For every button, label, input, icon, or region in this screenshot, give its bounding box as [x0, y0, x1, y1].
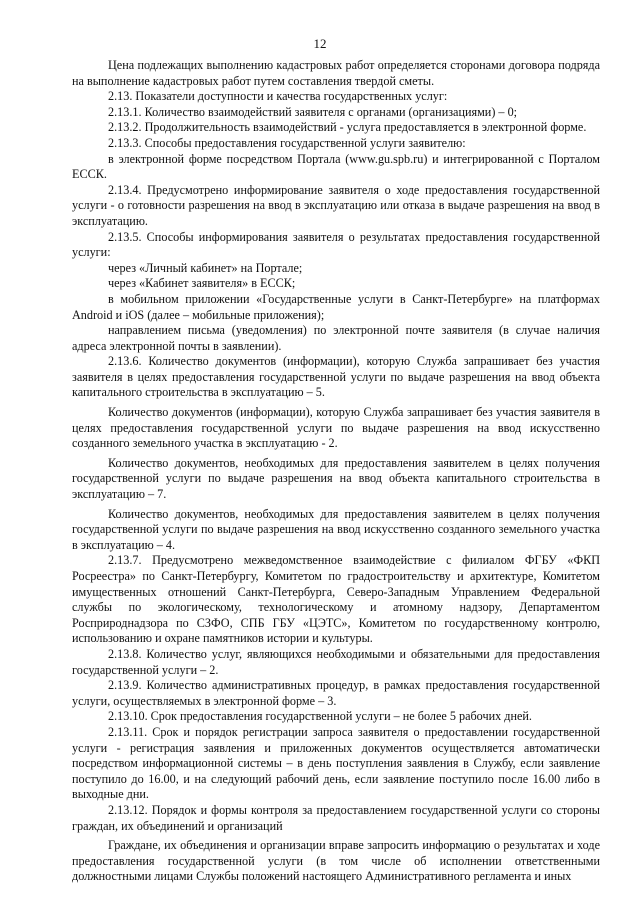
paragraph-2-13-9: 2.13.9. Количество административных процедур, в рамках предоставления государственной услуги, осуществляемых в электронной форме – 3. [72, 678, 600, 708]
list-item-mobile-app: в мобильном приложении «Государственные услуги в Санкт-Петербурге» на платформах Android и iOS (далее – мобильные приложения); [72, 291, 600, 322]
paragraph-electronic-form: в электронной форме посредством Портала (www.gu.spb.ru) и интегрированной с Порталом ЕССК. [72, 151, 600, 182]
paragraph-2-13-5: 2.13.5. Способы информирования заявителя о результатах предоставления государственной услуги: [72, 229, 600, 260]
paragraph-2-13-12: 2.13.12. Порядок и формы контроля за предоставлением государственной услуги со стороны граждан, их объединений и организаций [72, 802, 600, 833]
paragraph-2-13-3: 2.13.3. Способы предоставления государственной услуги заявителю: [108, 135, 466, 150]
paragraph-2-13-7: 2.13.7. Предусмотрено межведомственное взаимодействие с филиалом ФГБУ «ФКП Росреестра» по Санкт-Петербургу, Комитетом по градостроительству и архитектуре, Комитетом имущественных отношений Санкт-Петербурга, Северо-Западным Управлением Федеральной службы по экологическому, технологическому и атомному надзору, Департаментом Росприроднадзора по СЗФО, СПБ ГБУ «ЦЭТС», Комитетом по государственному контролю, использованию и охране памятников истории и культуры. [72, 553, 600, 646]
paragraph-2-13-11: 2.13.11. Срок и порядок регистрации запроса заявителя о предоставлении государственной услуги - регистрация заявления и приложенных документов осуществляется автоматически посредством информационной системы – в день поступления заявления в Службу, если заявление поступило до 16.00, и на следующий рабочий день, если заявление поступило после 16.00 либо в выходные дни. [72, 724, 600, 802]
list-item-personal-cabinet: через «Личный кабинет» на Портале; [108, 260, 303, 275]
paragraph-docs-applicant-land: Количество документов, необходимых для предоставления заявителем в целях получения государственной услуги по выдаче разрешения на ввод искусственно созданного земельного участка в эксплуатацию – 4. [72, 506, 600, 552]
paragraph-2-13-6: 2.13.6. Количество документов (информации), которую Служба запрашивает без участия заявителя в целях предоставления государственной услуги по выдаче разрешения на ввод объекта капитального строительства в эксплуатацию – 5. [72, 354, 600, 400]
paragraph-2-13: 2.13. Показатели доступности и качества государственных услуг: [108, 89, 448, 104]
paragraph-2-13-2: 2.13.2. Продолжительность взаимодействий - услуга предоставляется в электронной форме. [108, 120, 587, 135]
paragraph-2-13-1: 2.13.1. Количество взаимодействий заявителя с органами (организациями) – 0; [108, 104, 518, 119]
paragraph-price: Цена подлежащих выполнению кадастровых работ определяется сторонами договора подряда на выполнение кадастровых работ путем составления твердой сметы. [72, 58, 600, 88]
page-number: 12 [313, 36, 327, 51]
document-body [72, 58, 600, 885]
paragraph-2-13-10: 2.13.10. Срок предоставления государственной услуги – не более 5 рабочих дней. [108, 709, 532, 724]
list-item-email: направлением письма (уведомления) по электронной почте заявителя (в случае наличия адреса электронной почты в заявлении). [72, 323, 600, 353]
paragraph-docs-applicant-capital: Количество документов, необходимых для предоставления заявителем в целях получения государственной услуги по выдаче разрешения на ввод объекта капитального строительства в эксплуатацию – 7. [72, 455, 600, 502]
paragraph-citizens: Граждане, их объединения и организации вправе запросить информацию о результатах и ходе предоставления государственной услуги (в том числе об исполнении ответственными должностными лицами Службы положений настоящего Административного регламента и иных [72, 838, 600, 884]
paragraph-2-13-4: 2.13.4. Предусмотрено информирование заявителя о ходе предоставления государственной услуги - о готовности разрешения на ввод в эксплуатацию или отказа в выдаче разрешения на ввод в эксплуатацию. [72, 182, 600, 228]
paragraph-docs-land: Количество документов (информации), которую Служба запрашивает без участия заявителя в целях предоставления государственной услуги по выдаче разрешения на ввод искусственно созданного земельного участка в эксплуатацию - 2. [72, 405, 600, 451]
list-item-applicant-cabinet: через «Кабинет заявителя» в ЕССК; [108, 276, 296, 291]
paragraph-2-13-8: 2.13.8. Количество услуг, являющихся необходимыми и обязательными для предоставления государственной услуги – 2. [72, 646, 600, 677]
